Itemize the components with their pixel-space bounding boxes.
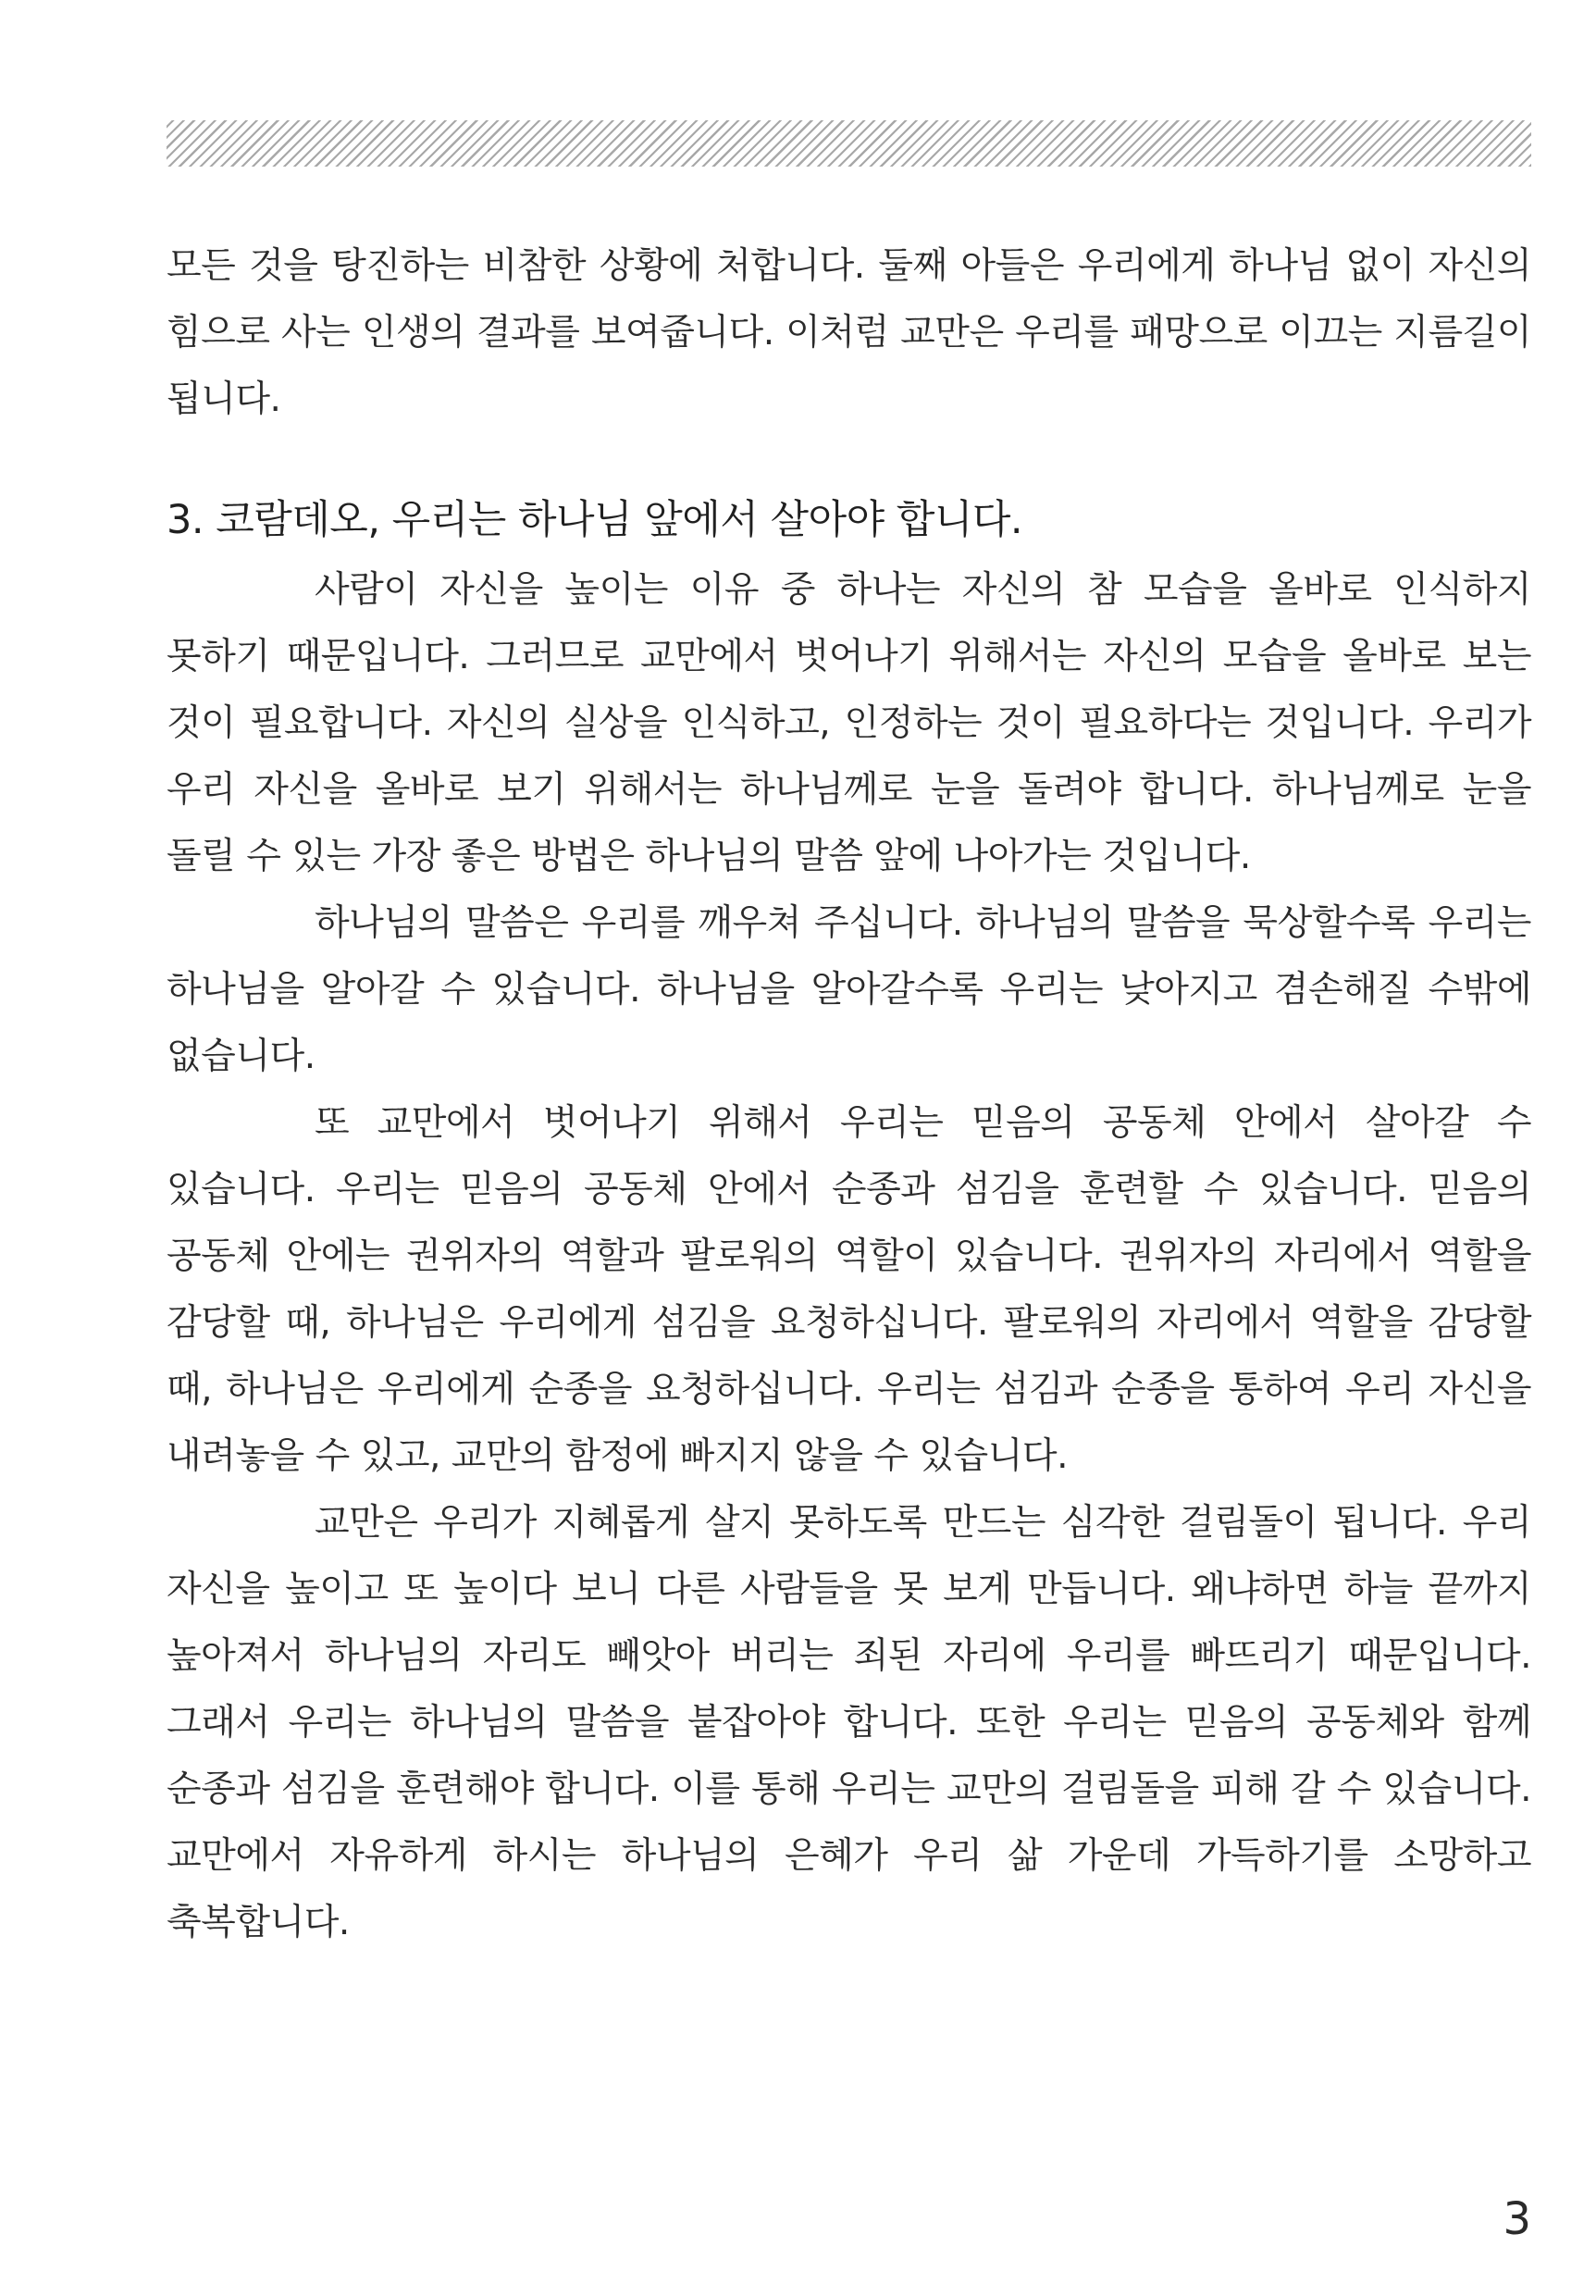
body-paragraph: 사람이 자신을 높이는 이유 중 하나는 자신의 참 모습을 올바로 인식하지 못하기 때문입니다. 그러므로 교만에서 벗어나기 위해서는 자신의 모습을 올바로 보는 것이 필요합니다. 자신의 실상을 인식하고, 인정하는 것이 필요하다는 것입니다. 우리가 우리 자신을 올바로 보기 위해서는 하나님께로 눈을 돌려야 합니다. 하나님께로 눈을 돌릴 수 있는 가장 좋은 방법은 하나님의 말씀 앞에 나아가는 것입니다. (167, 569, 1531, 877)
body-paragraph: 교만은 우리가 지혜롭게 살지 못하도록 만드는 심각한 걸림돌이 됩니다. 우리 자신을 높이고 또 높이다 보니 다른 사람들을 못 보게 만듭니다. 왜냐하면 하늘 끝까지 높아져서 하나님의 자리도 빼앗아 버리는 죄된 자리에 우리를 빠뜨리기 때문입니다. 그래서 우리는 하나님의 말씀을 붙잡아야 합니다. 또한 우리는 믿음의 공동체와 함께 순종과 섬김을 훈련해야 합니다. 이를 통해 우리는 교만의 걸림돌을 피해 갈 수 있습니다. 교만에서 자유하게 하시는 하나님의 은혜가 우리 삶 가운데 가득하기를 소망하고 축복합니다. (167, 1502, 1531, 1943)
section-heading: 3. 코람데오, 우리는 하나님 앞에서 살아야 합니다. (167, 497, 1023, 543)
header-hatch-band (167, 120, 1531, 167)
body-paragraph: 또 교만에서 벗어나기 위해서 우리는 믿음의 공동체 안에서 살아갈 수 있습니다. 우리는 믿음의 공동체 안에서 순종과 섬김을 훈련할 수 있습니다. 믿음의 공동체 안에는 권위자의 역할과 팔로워의 역할이 있습니다. 권위자의 자리에서 역할을 감당할 때, 하나님은 우리에게 섬김을 요청하십니다. 팔로워의 자리에서 역할을 감당할 때, 하나님은 우리에게 순종을 요청하십니다. 우리는 섬김과 순종을 통하여 우리 자신을 내려놓을 수 있고, 교만의 함정에 빠지지 않을 수 있습니다. (167, 1102, 1531, 1477)
page-number: 3 (1503, 2193, 1531, 2245)
page-body (167, 233, 1531, 1956)
body-paragraph: 하나님의 말씀은 우리를 깨우쳐 주십니다. 하나님의 말씀을 묵상할수록 우리는 하나님을 알아갈 수 있습니다. 하나님을 알아갈수록 우리는 낮아지고 겸손해질 수밖에 없습니다. (167, 902, 1531, 1077)
body-paragraph: 모든 것을 탕진하는 비참한 상황에 처합니다. 둘째 아들은 우리에게 하나님 없이 자신의 힘으로 사는 인생의 결과를 보여줍니다. 이처럼 교만은 우리를 패망으로 이끄는 지름길이 됩니다. (167, 245, 1531, 420)
